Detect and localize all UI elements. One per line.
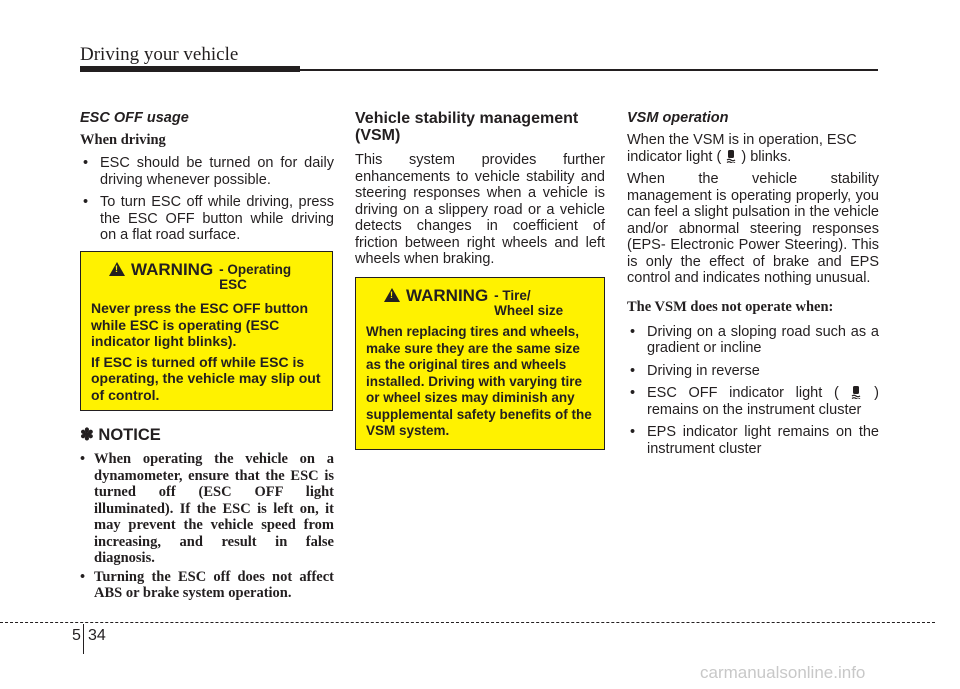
list-item: • ESC OFF indicator light ( ) remains on the instrument cluster — [630, 385, 879, 418]
footer-dashed-rule — [0, 622, 935, 623]
list-item-text: Driving in reverse — [647, 362, 760, 379]
vsm-operation-heading: VSM operation — [627, 110, 729, 126]
list-item-text: When operating the vehicle on a dynamometer, ensure that the ESC is turned off (ESC OFF light illuminated). If the ESC is left on, it may prevent the vehicle speed from increasing, and result in false diagnosis. — [94, 451, 334, 566]
warning-box-operating-esc — [80, 251, 333, 411]
notice-title: ✽ NOTICE — [80, 426, 161, 444]
list-item-text: To turn ESC off while driving, press the ESC OFF button while driving on a flat road surface. — [100, 194, 334, 243]
column-3 — [627, 110, 879, 463]
vsm-not-operate-list — [627, 324, 879, 458]
vsm-not-operate-subheading: The VSM does not operate when: — [627, 298, 834, 315]
column-1 — [80, 110, 334, 250]
list-item: • To turn ESC off while driving, press the ESC OFF button while driving on a flat road surface. — [83, 194, 334, 243]
when-driving-subheading: When driving — [80, 132, 166, 148]
list-item: • Turning the ESC off does not affect ABS or brake system operation. — [80, 568, 334, 601]
list-item: • Driving on a sloping road such as a gradient or incline — [630, 323, 879, 356]
section-number: 5 — [72, 627, 81, 644]
warning-triangle-icon — [109, 262, 125, 276]
para-text: When the VSM is in operation, ESC indicator light ( — [627, 132, 857, 165]
warning-label: WARNING — [131, 260, 214, 279]
vsm-operation-para-2: When the vehicle stability management is operating properly, you can feel a slight pulsation in the vehicle and/or abnormal steering responses (EPS- Electronic Power Steering). This is only the effect of brake and EPS control and indicates nothing unusual. — [627, 171, 879, 286]
esc-off-indicator-icon — [850, 385, 862, 399]
warning-box-tire-wheel-size — [355, 277, 605, 450]
warning-subtitle: - Operating ESC — [219, 262, 292, 292]
esc-off-usage-heading: ESC OFF usage — [80, 110, 189, 126]
warning-text: When replacing tires and wheels, make sure they are the same size as the original tires and wheels installed. Driving with varying tire or wheel sizes may diminish any supplemental safety benefits of the VSM system. — [366, 324, 592, 438]
watermark: carmanualsonline.info — [700, 663, 866, 682]
vsm-heading: Vehicle stability management (VSM) — [355, 110, 579, 144]
list-item: • EPS indicator light remains on the instrument cluster — [630, 424, 879, 457]
warning-text: If ESC is turned off while ESC is operating, the vehicle may slip out of control. — [91, 353, 321, 403]
warning-label: WARNING — [406, 286, 489, 305]
page-number-divider — [83, 624, 84, 654]
header-rule-thin — [300, 69, 878, 71]
list-item-text: ESC OFF indicator light ( — [647, 385, 839, 401]
list-item-text: ESC should be turned on for daily driving whenever possible. — [100, 155, 334, 188]
vsm-description: This system provides further enhancements to vehicle stability and steering responses when a vehicle is driving on a slippery road or a vehicle detects changes in coefficient of friction between right wheels and left wheels when braking. — [355, 152, 605, 267]
list-item-text: EPS indicator light remains on the instrument cluster — [647, 424, 879, 457]
list-item-text: Driving on a sloping road such as a gradient or incline — [647, 323, 879, 356]
para-text: ) blinks. — [741, 148, 792, 165]
notice-section — [80, 425, 334, 604]
esc-off-bullet-list — [80, 155, 334, 244]
notice-list — [80, 451, 334, 602]
warning-subtitle: - Tire/ Wheel size — [494, 288, 564, 318]
list-item-text: ) remains on the instrument cluster — [647, 385, 879, 418]
warning-text: Never press the ESC OFF button while ESC is operating (ESC indicator light blinks). — [91, 300, 309, 349]
page-number: 34 — [88, 627, 106, 644]
column-2 — [355, 110, 605, 274]
list-item: • Driving in reverse — [630, 362, 760, 379]
vsm-operation-para-1 — [627, 132, 879, 165]
list-item: • When operating the vehicle on a dynamometer, ensure that the ESC is turned off (ESC OFF light illuminated). If the ESC is left on, it may prevent the vehicle speed from increasing, and result in false diagnosis. — [80, 451, 334, 566]
header-rule-thick — [80, 66, 300, 72]
list-item-text: Turning the ESC off does not affect ABS or brake system operation. — [94, 568, 334, 601]
warning-triangle-icon — [384, 288, 400, 302]
list-item: • ESC should be turned on for daily driving whenever possible. — [83, 155, 334, 188]
page-header-title: Driving your vehicle — [80, 44, 239, 65]
esc-indicator-icon — [725, 149, 737, 163]
